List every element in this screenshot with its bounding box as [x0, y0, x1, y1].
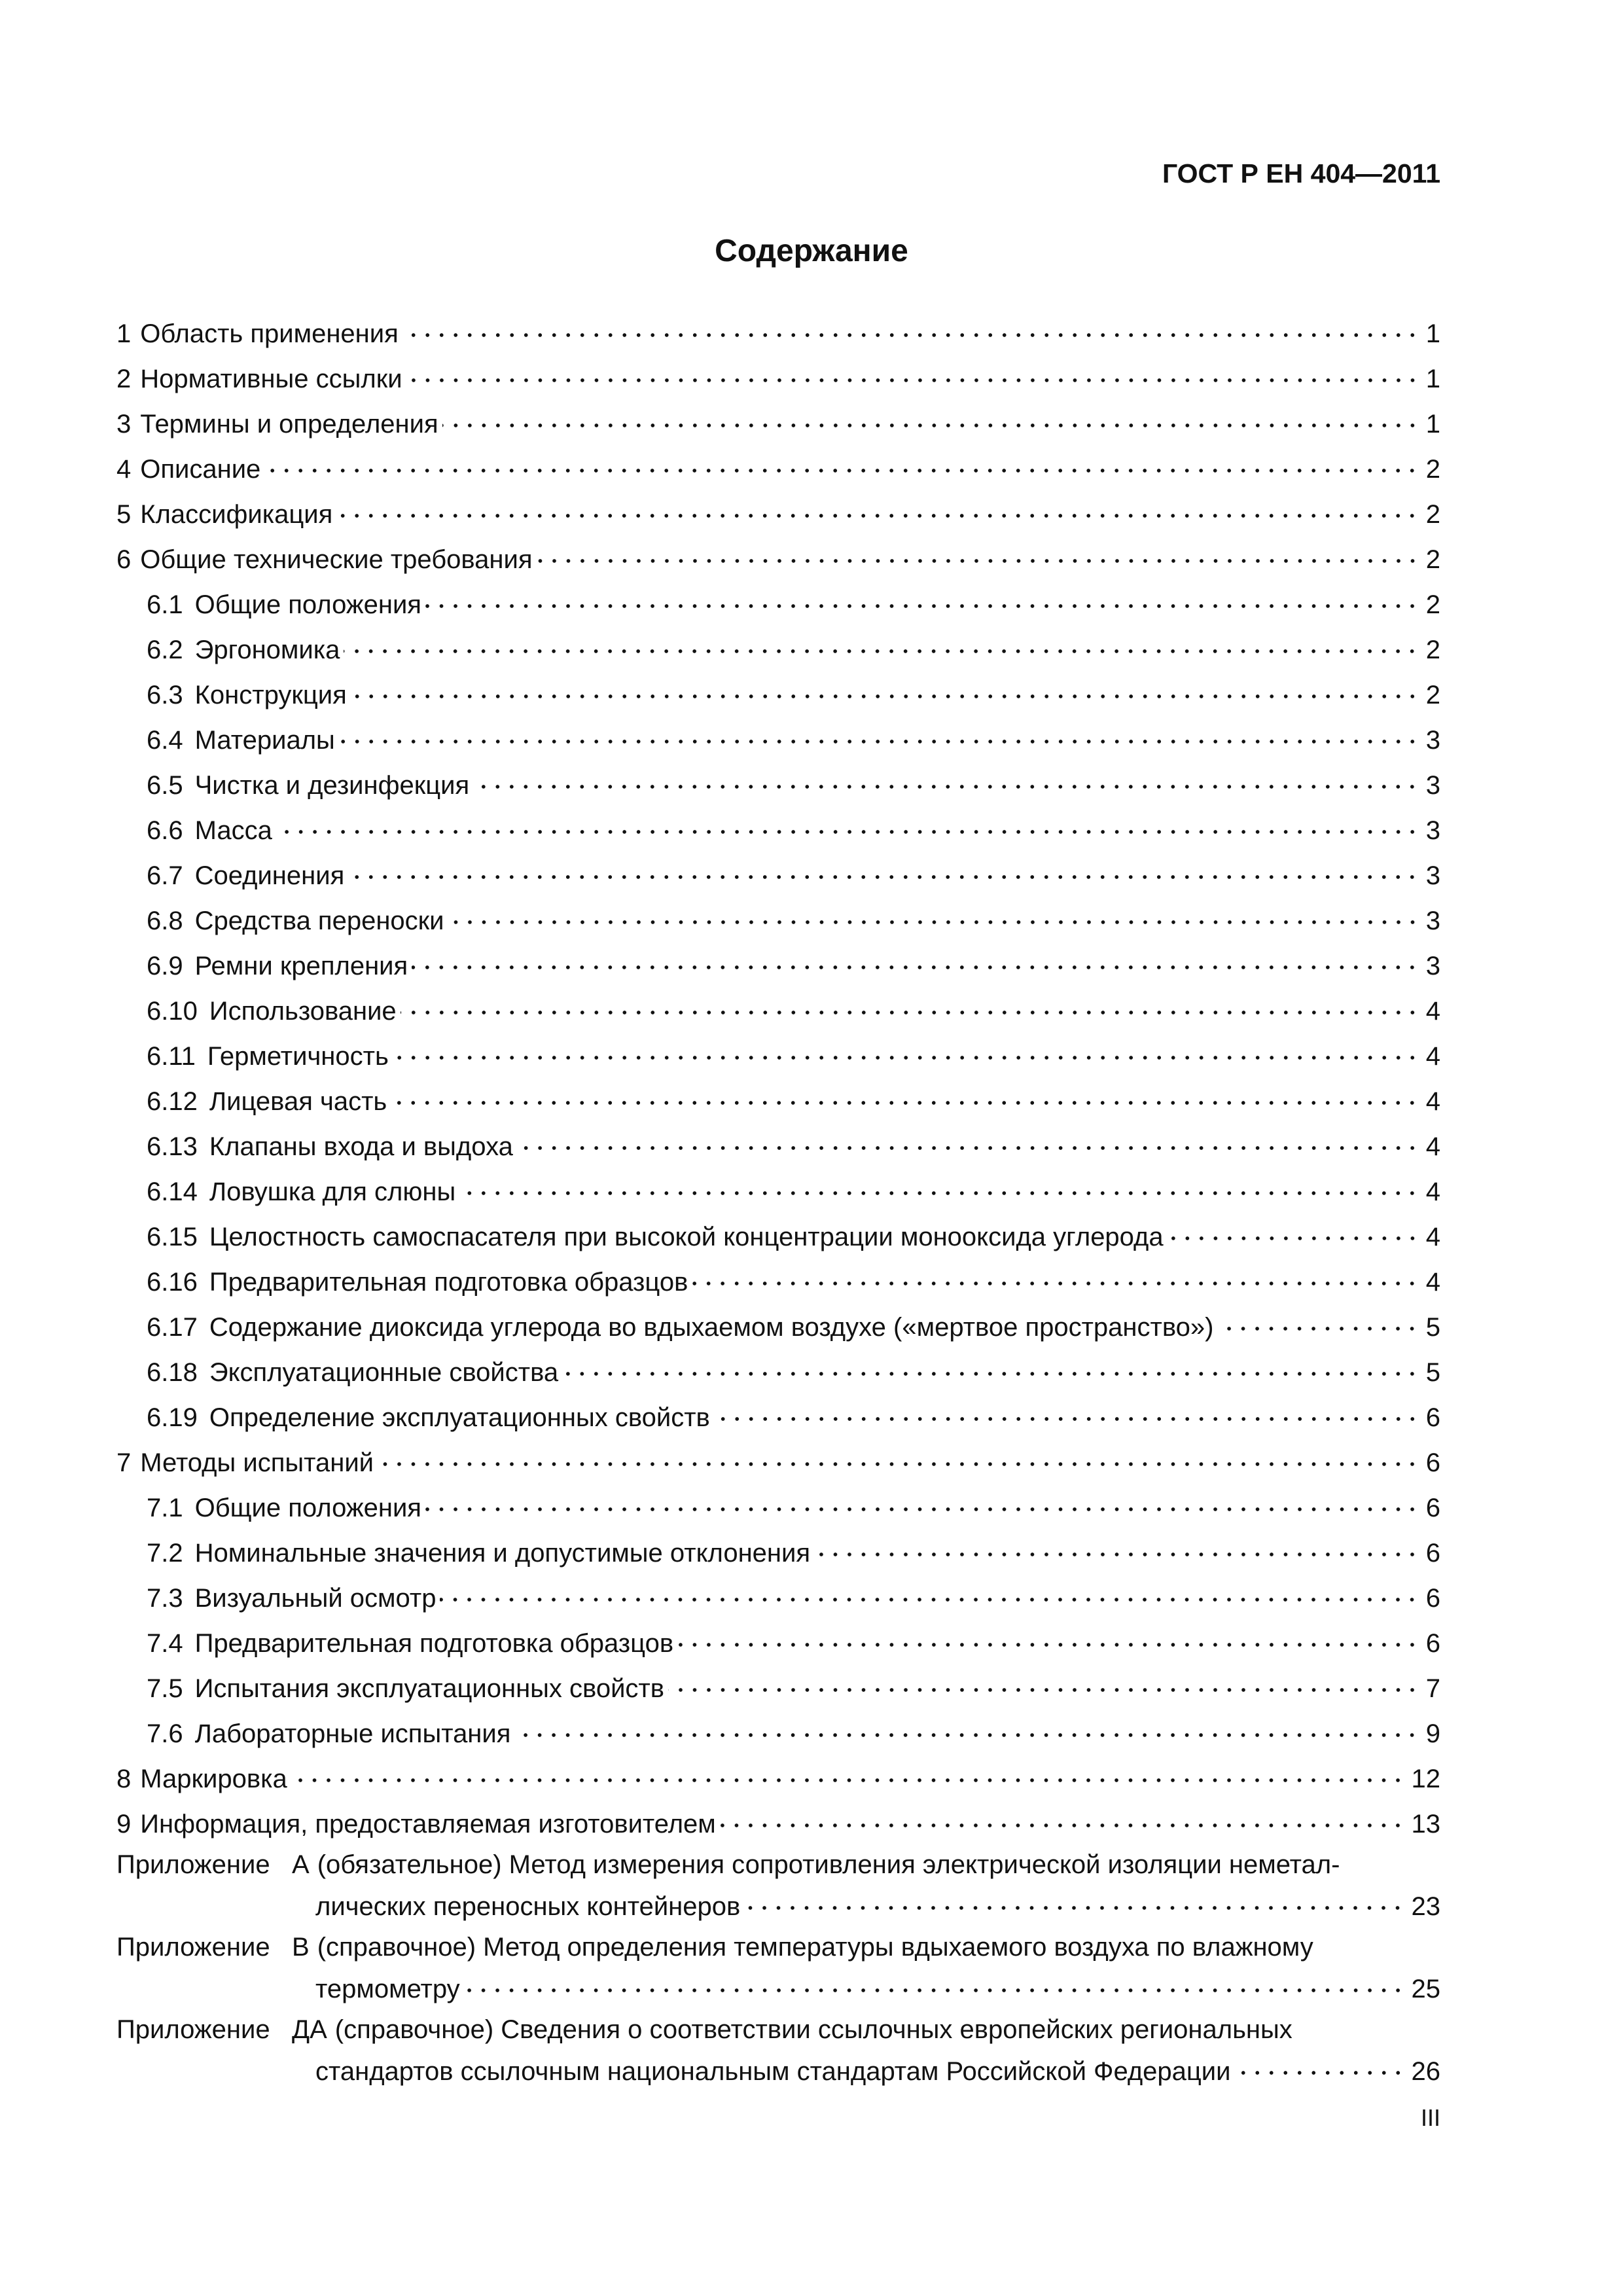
toc-entry-number: 4	[116, 455, 132, 484]
toc-entry-page: 4	[1425, 997, 1440, 1026]
dot-leader	[442, 416, 1419, 435]
toc-entry[interactable]	[116, 1028, 1440, 1073]
toc-entry-label: Содержание диоксида углерода во вдыхаемом воздухе («мертвое пространство»)	[209, 1313, 1214, 1342]
toc-entry-page: 3	[1425, 952, 1440, 980]
toc-entry[interactable]	[116, 1073, 1440, 1118]
toc-entry-number: 1	[116, 319, 132, 348]
annex-page: 25	[1411, 1975, 1440, 2003]
toc-entry-number: 6.3	[147, 681, 183, 709]
annex-page: 26	[1411, 2057, 1440, 2086]
toc-entry[interactable]	[116, 1434, 1440, 1479]
toc-entry-label: Ремни крепления	[194, 952, 408, 980]
dot-leader	[264, 461, 1419, 480]
toc-entry[interactable]	[116, 1570, 1440, 1615]
toc-entry[interactable]	[116, 1208, 1440, 1253]
dot-leader	[473, 777, 1419, 797]
annex-prefix: Приложение	[116, 1850, 270, 1879]
toc-entry-page: 2	[1425, 681, 1440, 709]
toc-entry[interactable]	[116, 1163, 1440, 1208]
toc-entry-page: 9	[1425, 1719, 1440, 1748]
toc-entry-page: 7	[1425, 1674, 1440, 1703]
dot-leader	[514, 1725, 1419, 1745]
toc-entry-number: 6.12	[147, 1087, 198, 1116]
toc-entry[interactable]	[116, 937, 1440, 982]
dot-leader	[448, 912, 1419, 932]
toc-entry-number: 6.15	[147, 1223, 198, 1251]
toc-entry-page: 2	[1425, 500, 1440, 529]
toc-entry-label: Классификация	[140, 500, 333, 529]
toc-entry-number: 6.2	[147, 636, 183, 664]
toc-entry-label: Маркировка	[140, 1765, 287, 1793]
annex-prefix: Приложение	[116, 1933, 270, 1962]
dot-leader	[344, 641, 1419, 661]
toc-entry[interactable]	[116, 1479, 1440, 1524]
toc-entry-page: 3	[1425, 726, 1440, 755]
annex-title-line1: (справочное) Сведения о соответствии ссылочных европейских региональных	[334, 2015, 1293, 2044]
dot-leader	[562, 1364, 1419, 1384]
page-number-roman: III	[1420, 2104, 1440, 2131]
toc-entry[interactable]	[116, 892, 1440, 937]
toc-entry[interactable]	[116, 1524, 1440, 1570]
toc-entry[interactable]	[116, 1118, 1440, 1163]
toc-entry-number: 6.19	[147, 1403, 198, 1432]
toc-entry-label: Материалы	[194, 726, 335, 755]
toc-entry-label: Чистка и дезинфекция	[194, 771, 470, 800]
dot-leader	[276, 822, 1419, 842]
toc-entry-number: 5	[116, 500, 132, 529]
toc-entry-page: 5	[1425, 1313, 1440, 1342]
toc-entry-page: 13	[1411, 1810, 1440, 1839]
annex-letter: В	[292, 1933, 310, 1962]
annex-letter: А	[292, 1850, 310, 1879]
toc-entry[interactable]	[116, 757, 1440, 802]
toc-entry[interactable]	[116, 1795, 1440, 1840]
dot-leader	[720, 1816, 1405, 1835]
toc-entry-label: Общие положения	[194, 590, 421, 619]
toc-entry-page: 6	[1425, 1494, 1440, 1522]
dot-leader	[1168, 1229, 1419, 1248]
annex-letter: ДА	[292, 2015, 327, 2044]
dot-leader	[339, 732, 1419, 751]
dot-leader	[406, 370, 1419, 390]
toc-entry-page: 6	[1425, 1629, 1440, 1658]
toc-entry[interactable]	[116, 847, 1440, 892]
toc-entry-page: 4	[1425, 1223, 1440, 1251]
toc-entry-label: Предварительная подготовка образцов	[194, 1629, 674, 1658]
toc-entry-page: 2	[1425, 590, 1440, 619]
toc-entry-label: Эксплуатационные свойства	[209, 1358, 559, 1387]
toc-entry-page: 6	[1425, 1539, 1440, 1568]
toc-entry-label: Описание	[140, 455, 261, 484]
toc-entry-label: Термины и определения	[140, 410, 438, 439]
toc-entry[interactable]	[116, 1750, 1440, 1795]
toc-entry-number: 6.14	[147, 1177, 198, 1206]
toc-entry[interactable]	[116, 1253, 1440, 1299]
toc-entry-number: 9	[116, 1810, 132, 1839]
toc-entry-label: Номинальные значения и допустимые отклонения	[194, 1539, 811, 1568]
toc-entry-page: 3	[1425, 906, 1440, 935]
toc-entry-number: 7.3	[147, 1584, 183, 1613]
toc-entry-page: 1	[1425, 319, 1440, 348]
dot-leader	[459, 1183, 1419, 1203]
toc-entry-label: Соединения	[194, 861, 345, 890]
toc-title: Содержание	[715, 234, 908, 268]
toc-entry-number: 6	[116, 545, 132, 574]
toc-entry-page: 4	[1425, 1042, 1440, 1071]
dot-leader	[291, 1770, 1405, 1790]
toc-entry-page: 12	[1411, 1765, 1440, 1793]
dot-leader	[814, 1545, 1419, 1564]
toc-entry-label: Использование	[209, 997, 397, 1026]
toc-entry-label: Эргономика	[194, 636, 340, 664]
toc-entry-number: 6.10	[147, 997, 198, 1026]
toc-entry[interactable]	[116, 1615, 1440, 1660]
toc-entry-number: 6.11	[147, 1042, 196, 1071]
dot-leader	[668, 1680, 1419, 1700]
toc-entry-page: 6	[1425, 1584, 1440, 1613]
toc-entry-label: Лабораторные испытания	[194, 1719, 511, 1748]
toc-entry[interactable]	[116, 1705, 1440, 1750]
toc-entry-page: 4	[1425, 1177, 1440, 1206]
annex-title-line2: термометру	[315, 1975, 460, 2003]
dot-leader	[412, 958, 1419, 977]
toc-entry[interactable]	[116, 1344, 1440, 1389]
toc-entry-number: 7.2	[147, 1539, 183, 1568]
toc-entry-label: Ловушка для слюны	[209, 1177, 456, 1206]
toc-entry-page: 4	[1425, 1268, 1440, 1297]
toc-entry-label: Общие технические требования	[140, 545, 533, 574]
toc-entry-label: Испытания эксплуатационных свойств	[194, 1674, 664, 1703]
toc-entry-number: 2	[116, 365, 132, 393]
toc-entry-label: Герметичность	[207, 1042, 389, 1071]
toc-entry-number: 6.16	[147, 1268, 198, 1297]
dot-leader	[1217, 1319, 1419, 1338]
toc-entry[interactable]	[116, 440, 1440, 486]
toc-entry-number: 6.4	[147, 726, 183, 755]
dot-leader	[464, 1981, 1405, 2000]
toc-entry-page: 3	[1425, 861, 1440, 890]
toc-entry[interactable]	[116, 802, 1440, 847]
toc-entry[interactable]	[116, 1660, 1440, 1705]
dot-leader	[425, 596, 1419, 616]
toc-entry[interactable]	[116, 350, 1440, 395]
toc-entry-number: 6.7	[147, 861, 183, 890]
toc-entry[interactable]	[116, 486, 1440, 531]
toc-entry[interactable]	[116, 395, 1440, 440]
toc-entry-label: Общие положения	[194, 1494, 421, 1522]
toc-entry-page: 2	[1425, 455, 1440, 484]
toc-entry[interactable]	[116, 1299, 1440, 1344]
toc-entry-page: 3	[1425, 771, 1440, 800]
dot-leader	[402, 325, 1419, 345]
toc-entry[interactable]	[116, 711, 1440, 757]
toc-entry-number: 7.6	[147, 1719, 183, 1748]
toc-annex-entry[interactable]	[116, 1923, 1440, 2005]
table-of-contents	[116, 305, 1440, 2088]
toc-entry-label: Предварительная подготовка образцов	[209, 1268, 688, 1297]
toc-entry-number: 6.18	[147, 1358, 198, 1387]
toc-entry-label: Область применения	[140, 319, 399, 348]
dot-leader	[393, 1048, 1419, 1067]
toc-entry-page: 3	[1425, 816, 1440, 845]
toc-entry-label: Клапаны входа и выдоха	[209, 1132, 513, 1161]
toc-entry-page: 5	[1425, 1358, 1440, 1387]
dot-leader	[744, 1898, 1404, 1918]
annex-page: 23	[1411, 1892, 1440, 1921]
toc-entry[interactable]	[116, 576, 1440, 621]
dot-leader	[517, 1138, 1419, 1158]
dot-leader	[537, 551, 1419, 571]
dot-leader	[401, 1003, 1419, 1022]
annex-title-line1: (обязательное) Метод измерения сопротивления электрической изоляции неметал-	[317, 1850, 1340, 1879]
toc-entry-label: Методы испытаний	[140, 1448, 374, 1477]
dot-leader	[378, 1454, 1419, 1474]
dot-leader	[351, 687, 1419, 706]
toc-entry-number: 6.17	[147, 1313, 198, 1342]
toc-entry-page: 4	[1425, 1087, 1440, 1116]
toc-entry[interactable]	[116, 1389, 1440, 1434]
toc-entry-number: 6.5	[147, 771, 183, 800]
toc-entry-label: Средства переноски	[194, 906, 444, 935]
toc-entry-page: 2	[1425, 545, 1440, 574]
toc-entry-label: Конструкция	[194, 681, 347, 709]
toc-entry-number: 6.8	[147, 906, 183, 935]
toc-entry-page: 6	[1425, 1403, 1440, 1432]
toc-entry-number: 7.5	[147, 1674, 183, 1703]
dot-leader	[714, 1409, 1419, 1429]
toc-entry-label: Информация, предоставляемая изготовителем	[140, 1810, 716, 1839]
toc-entry-number: 8	[116, 1765, 132, 1793]
dot-leader	[440, 1590, 1419, 1609]
toc-entry-number: 6.9	[147, 952, 183, 980]
toc-entry-label: Визуальный осмотр	[194, 1584, 437, 1613]
toc-entry-label: Лицевая часть	[209, 1087, 387, 1116]
toc-entry-number: 6.6	[147, 816, 183, 845]
toc-entry[interactable]	[116, 982, 1440, 1028]
annex-title-line2: стандартов ссылочным национальным стандартам Российской Федерации	[315, 2057, 1231, 2086]
toc-entry-number: 6.1	[147, 590, 183, 619]
dot-leader	[391, 1093, 1419, 1113]
annex-title-line1: (справочное) Метод определения температуры вдыхаемого воздуха по влажному	[317, 1933, 1313, 1962]
toc-entry-page: 1	[1425, 410, 1440, 439]
toc-entry-page: 2	[1425, 636, 1440, 664]
toc-entry[interactable]	[116, 305, 1440, 350]
toc-entry-number: 7.4	[147, 1629, 183, 1658]
toc-annex-entry[interactable]	[116, 1840, 1440, 1923]
annex-title-line2: лических переносных контейнеров	[315, 1892, 741, 1921]
document-code: ГОСТ Р ЕН 404—2011	[1162, 158, 1440, 188]
dot-leader	[336, 506, 1419, 526]
toc-entry[interactable]	[116, 621, 1440, 666]
toc-entry-page: 1	[1425, 365, 1440, 393]
dot-leader	[348, 867, 1419, 887]
toc-entry-number: 6.13	[147, 1132, 198, 1161]
toc-annex-entry[interactable]	[116, 2005, 1440, 2088]
dot-leader	[692, 1274, 1419, 1293]
toc-entry[interactable]	[116, 531, 1440, 576]
toc-entry-page: 6	[1425, 1448, 1440, 1477]
toc-entry-number: 7	[116, 1448, 132, 1477]
annex-prefix: Приложение	[116, 2015, 270, 2044]
dot-leader	[425, 1499, 1419, 1519]
dot-leader	[677, 1635, 1419, 1655]
toc-entry-label: Целостность самоспасателя при высокой концентрации монооксида углерода	[209, 1223, 1164, 1251]
toc-entry-label: Нормативные ссылки	[140, 365, 402, 393]
toc-entry-label: Определение эксплуатационных свойств	[209, 1403, 710, 1432]
toc-entry[interactable]	[116, 666, 1440, 711]
toc-entry-page: 4	[1425, 1132, 1440, 1161]
toc-entry-number: 3	[116, 410, 132, 439]
toc-entry-number: 7.1	[147, 1494, 183, 1522]
toc-entry-label: Масса	[194, 816, 272, 845]
dot-leader	[1235, 2063, 1405, 2083]
